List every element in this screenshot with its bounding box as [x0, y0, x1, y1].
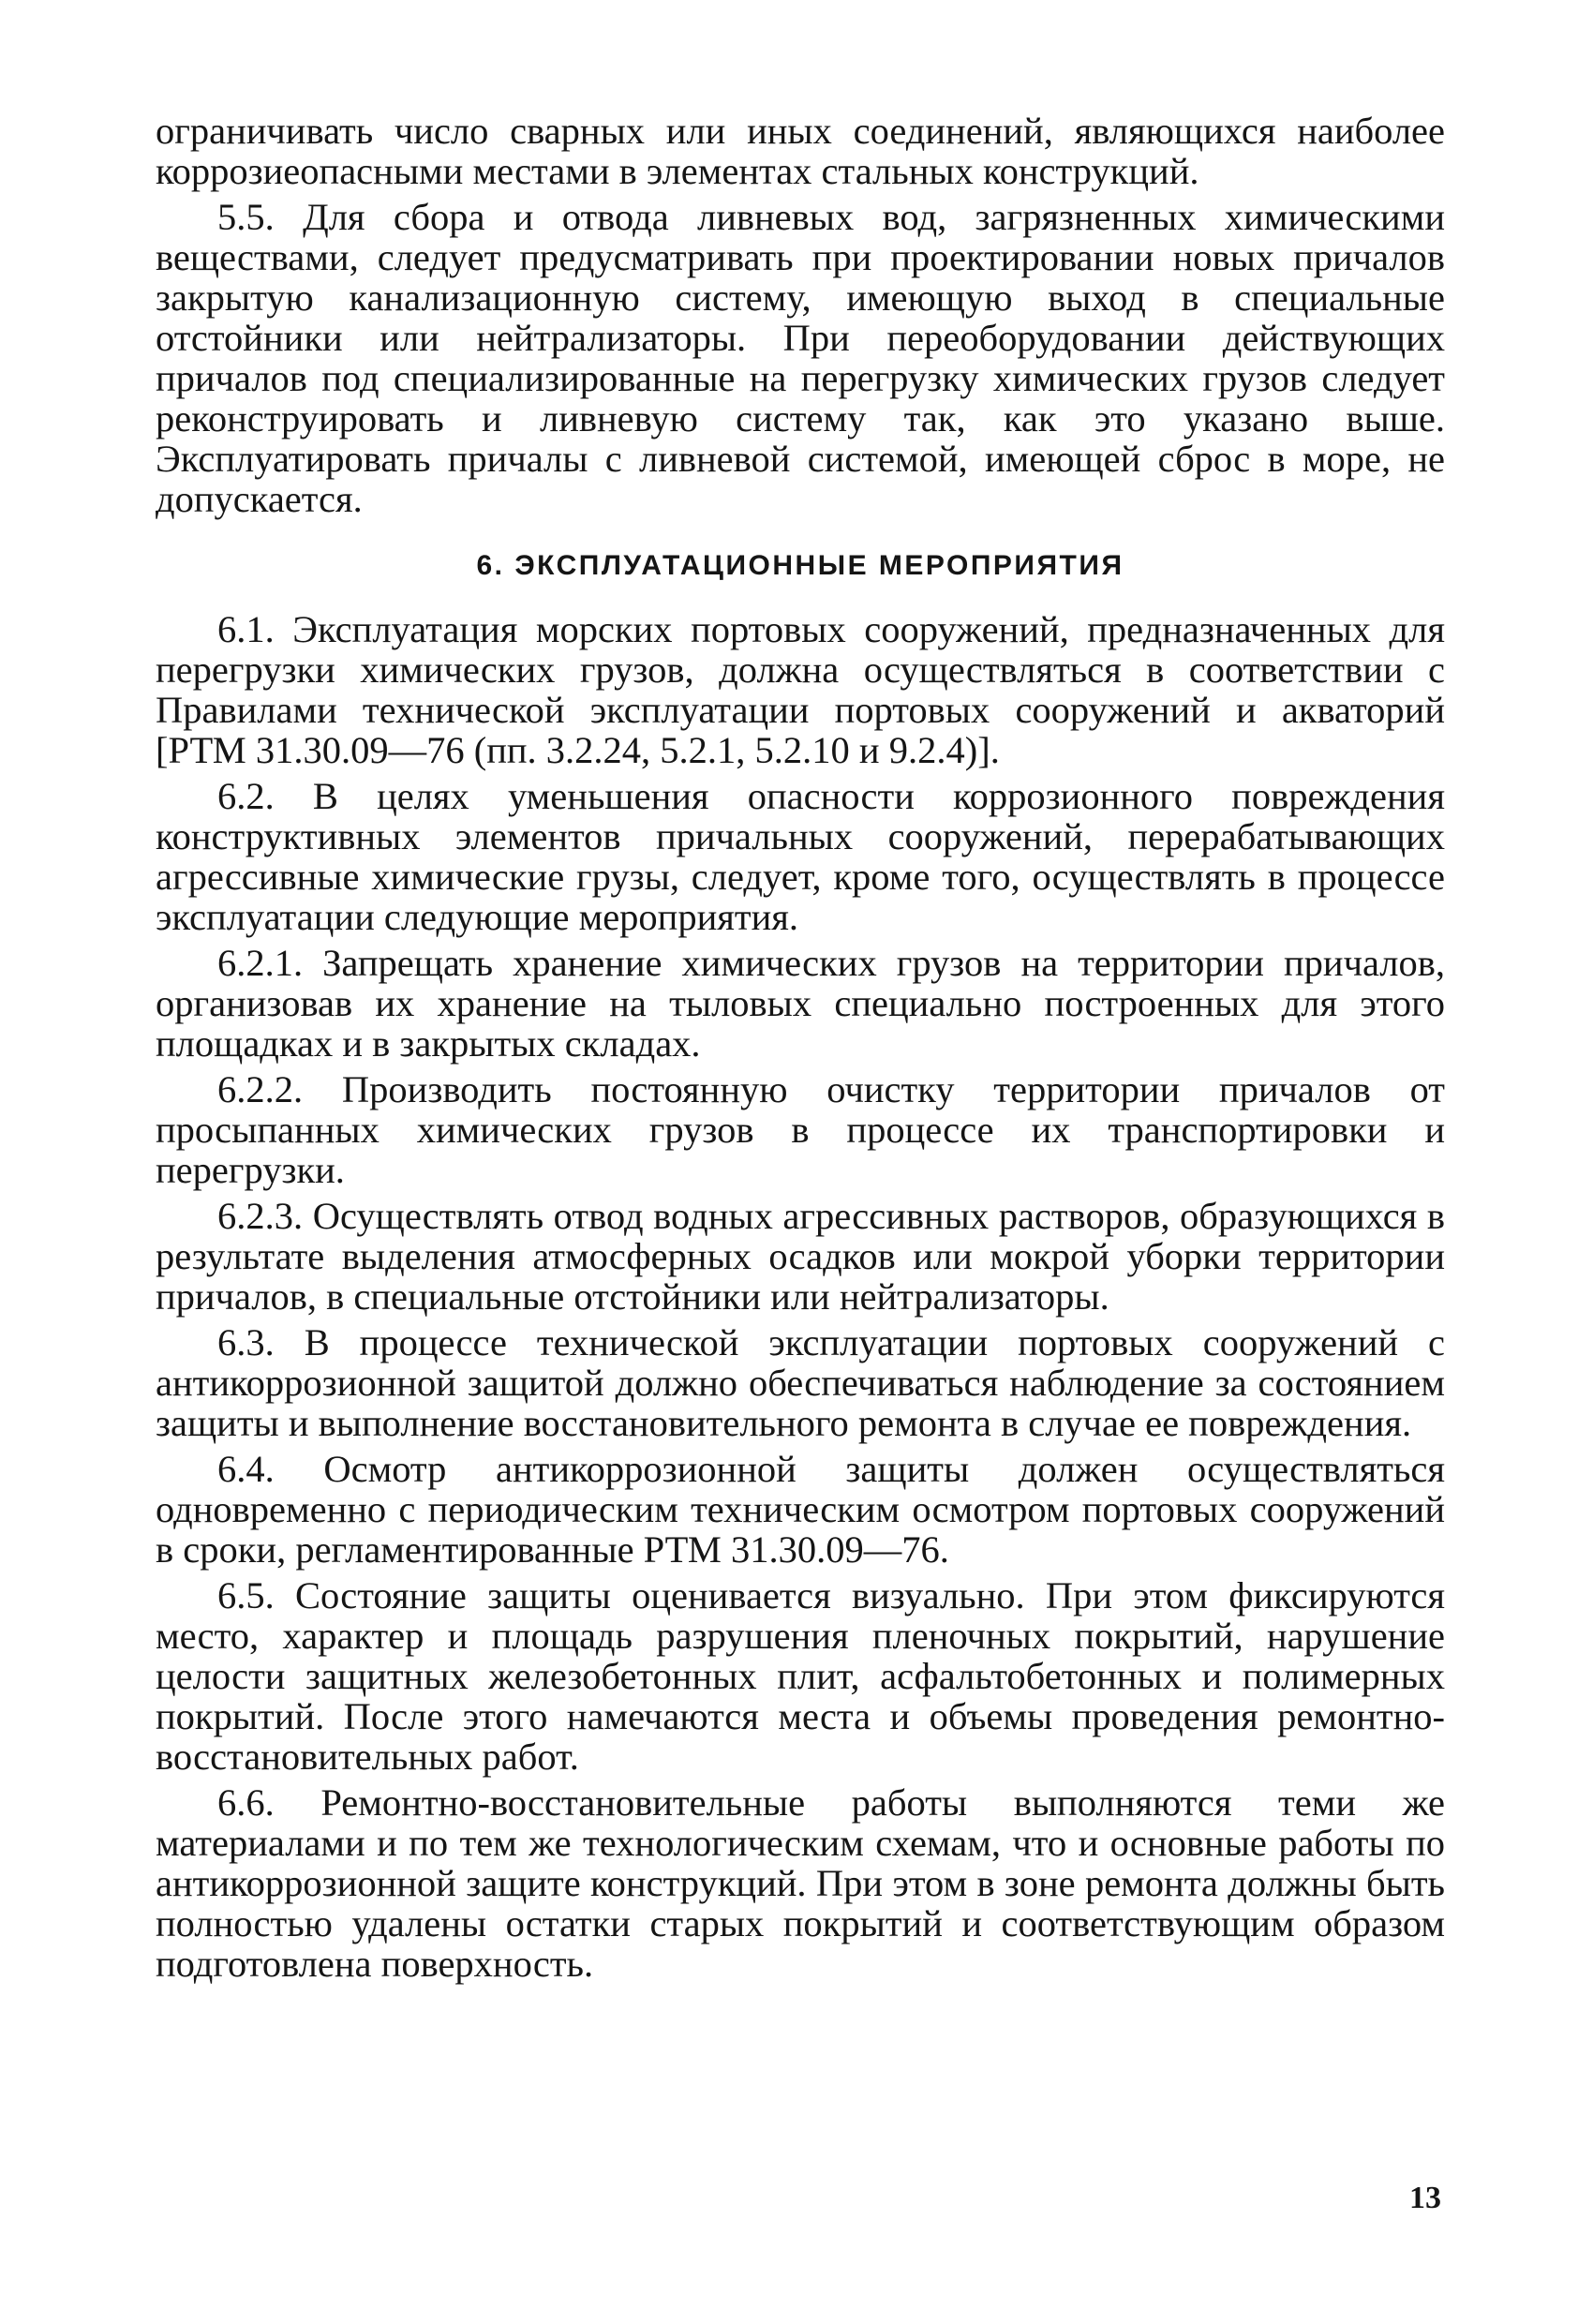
section-heading: 6. ЭКСПЛУАТАЦИОННЫЕ МЕРОПРИЯТИЯ [476, 550, 1124, 581]
paragraph-6-2: 6.2. В целях уменьшения опасности коррозионного повреждения конструктивных элементов причальных сооружений, перерабатывающих агрессивные химические грузы, следует, кроме того, осуществлять в процессе эксплуатации следующие мероприятия. [156, 775, 1445, 938]
paragraph-6-5: 6.5. Состояние защиты оценивается визуально. При этом фиксируются место, характер и площадь разрушения пленочных покрытий, нарушение целости защитных железобетонных плит, асфальтобетонных и полимерных покрытий. После этого намечаются места и объемы проведения ремонтно-восстановительных работ. [156, 1574, 1445, 1778]
paragraph-6-1: 6.1. Эксплуатация морских портовых сооружений, предназначенных для перегрузки химических грузов, должна осуществляться в соответствии с Правилами технической эксплуатации портовых сооружений и акваторий [РТМ 31.30.09—76 (пп. 3.2.24, 5.2.1, 5.2.10 и 9.2.4)]. [156, 608, 1445, 771]
paragraph-6-2-2: 6.2.2. Производить постоянную очистку территории причалов от просыпанных химических грузов в процессе их транспортировки и перегрузки. [156, 1068, 1445, 1191]
paragraph-6-3: 6.3. В процессе технической эксплуатации портовых сооружений с антикоррозионной защитой должно обеспечиваться наблюдение за состоянием защиты и выполнение восстановительного ремонта в случае ее повреждения. [156, 1321, 1445, 1444]
paragraph-5-5: 5.5. Для сбора и отвода ливневых вод, загрязненных химическими веществами, следует предусматривать при проектировании новых причалов закрытую канализационную систему, имеющую выход в специальные отстойники или нейтрализаторы. При переоборудовании действующих причалов под специализированные на перегрузку химических грузов следует реконструировать и ливневую систему так, как это указано выше. Эксплуатировать причалы с ливневой системой, имеющей сброс в море, не допускается. [156, 196, 1445, 520]
page-number: 13 [1409, 2181, 1441, 2215]
paragraph-6-4: 6.4. Осмотр антикоррозионной защиты должен осуществляться одновременно с периодическим техническим осмотром портовых сооружений в сроки, регламентированные РТМ 31.30.09—76. [156, 1448, 1445, 1571]
paragraph-continuation: ограничивать число сварных или иных соединений, являющихся наиболее коррозиеопасными местами в элементах стальных конструкций. [156, 110, 1445, 192]
paragraph-6-2-3: 6.2.3. Осуществлять отвод водных агрессивных растворов, образующихся в результате выделения атмосферных осадков или мокрой уборки территории причалов, в специальные отстойники или нейтрализаторы. [156, 1195, 1445, 1318]
paragraph-6-2-1: 6.2.1. Запрещать хранение химических грузов на территории причалов, организовав их хранение на тыловых специально построенных для этого площадках и в закрытых складах. [156, 942, 1445, 1065]
document-page [156, 111, 1445, 1984]
paragraph-6-6: 6.6. Ремонтно-восстановительные работы выполняются теми же материалами и по тем же технологическим схемам, что и основные работы по антикоррозионной защите конструкций. При этом в зоне ремонта должны быть полностью удалены остатки старых покрытий и соответствующим образом подготовлена поверхность. [156, 1781, 1445, 1985]
